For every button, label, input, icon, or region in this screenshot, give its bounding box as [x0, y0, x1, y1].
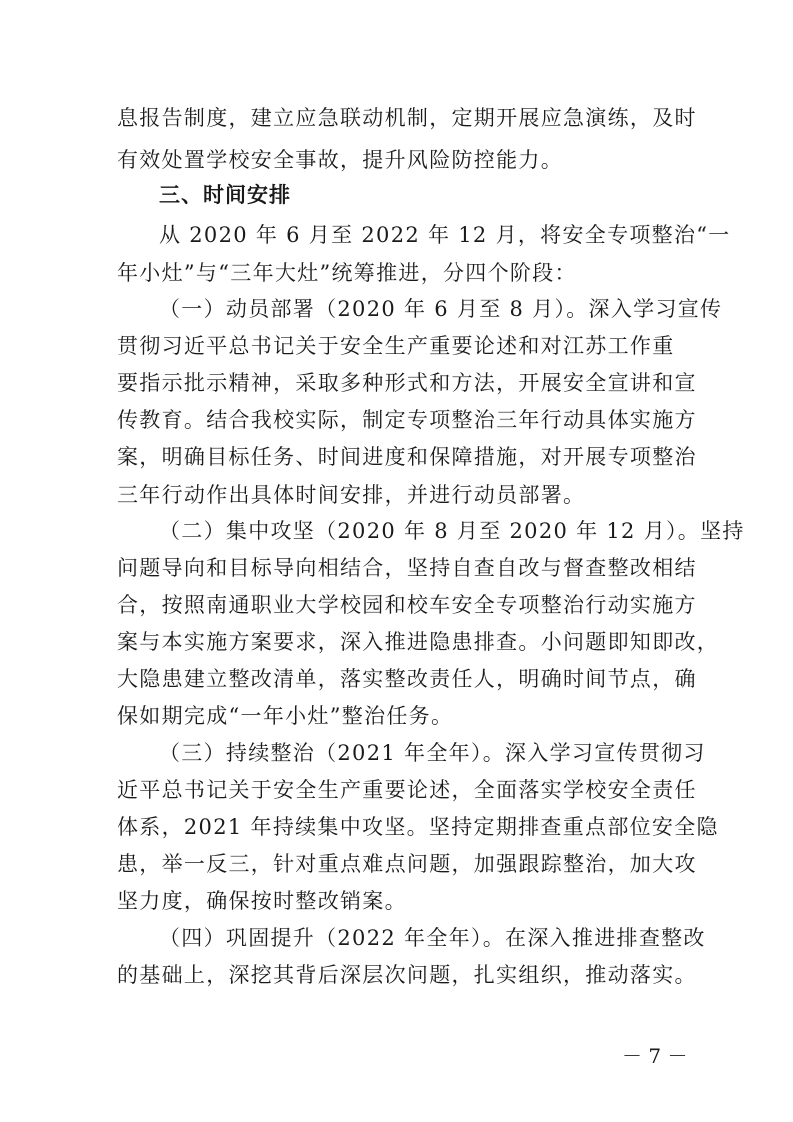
body-text-line: （四）巩固提升（2022 年全年）。在深入推进排查整改: [159, 926, 706, 950]
body-text-line: 年小灶”与“三年大灶”统筹推进，分四个阶段：: [117, 261, 577, 285]
body-text-line: 合，按照南通职业大学校园和校车安全专项整治行动实施方: [117, 593, 697, 617]
body-text-line: （一）动员部署（2020 年 6 月至 8 月）。深入学习宣传: [159, 297, 723, 321]
body-text-line: 有效处置学校安全事故，提升风险防控能力。: [117, 148, 563, 172]
body-text-line: 患，举一反三，针对重点难点问题，加强跟踪整治，加大攻: [117, 852, 697, 876]
body-text-line: 息报告制度，建立应急联动机制，定期开展应急演练，及时: [117, 106, 697, 130]
body-text-line: 大隐患建立整改清单，落实整改责任人，明确时间节点，确: [117, 667, 697, 691]
body-text-line: 保如期完成“一年小灶”整治任务。: [117, 704, 454, 728]
body-text-line: 坚力度，确保按时整改销案。: [117, 889, 407, 913]
body-text-line: 从 2020 年 6 月至 2022 年 12 月，将安全专项整治“一: [159, 223, 731, 247]
section-heading: 三、时间安排: [159, 183, 291, 207]
body-text-line: 三年行动作出具体时间安排，并进行动员部署。: [117, 483, 586, 507]
body-text-line: （二）集中攻坚（2020 年 8 月至 2020 年 12 月）。坚持: [159, 519, 745, 543]
body-text-line: 传教育。结合我校实际，制定专项整治三年行动具体实施方: [117, 408, 697, 432]
body-text-line: 问题导向和目标导向相结合，坚持自查自改与督查整改相结: [117, 556, 697, 580]
body-text-line: 近平总书记关于安全生产重要论述，全面落实学校安全责任: [117, 778, 697, 802]
body-text-line: 体系，2021 年持续集中攻坚。坚持定期排查重点部位安全隐: [117, 815, 719, 839]
body-text-line: （三）持续整治（2021 年全年）。深入学习宣传贯彻习: [159, 741, 706, 765]
body-text-line: 的基础上，深挖其背后深层次问题，扎实组织，推动落实。: [117, 963, 697, 987]
body-text-line: 贯彻习近平总书记关于安全生产重要论述和对江苏工作重: [117, 334, 675, 358]
page-number: － 7 －: [622, 1044, 688, 1068]
body-text-line: 案与本实施方案要求，深入推进隐患排查。小问题即知即改，: [117, 630, 720, 654]
body-text-line: 案，明确目标任务、时间进度和保障措施，对开展专项整治: [117, 445, 697, 469]
body-text-line: 要指示批示精神，采取多种形式和方法，开展安全宣讲和宣: [117, 371, 697, 395]
